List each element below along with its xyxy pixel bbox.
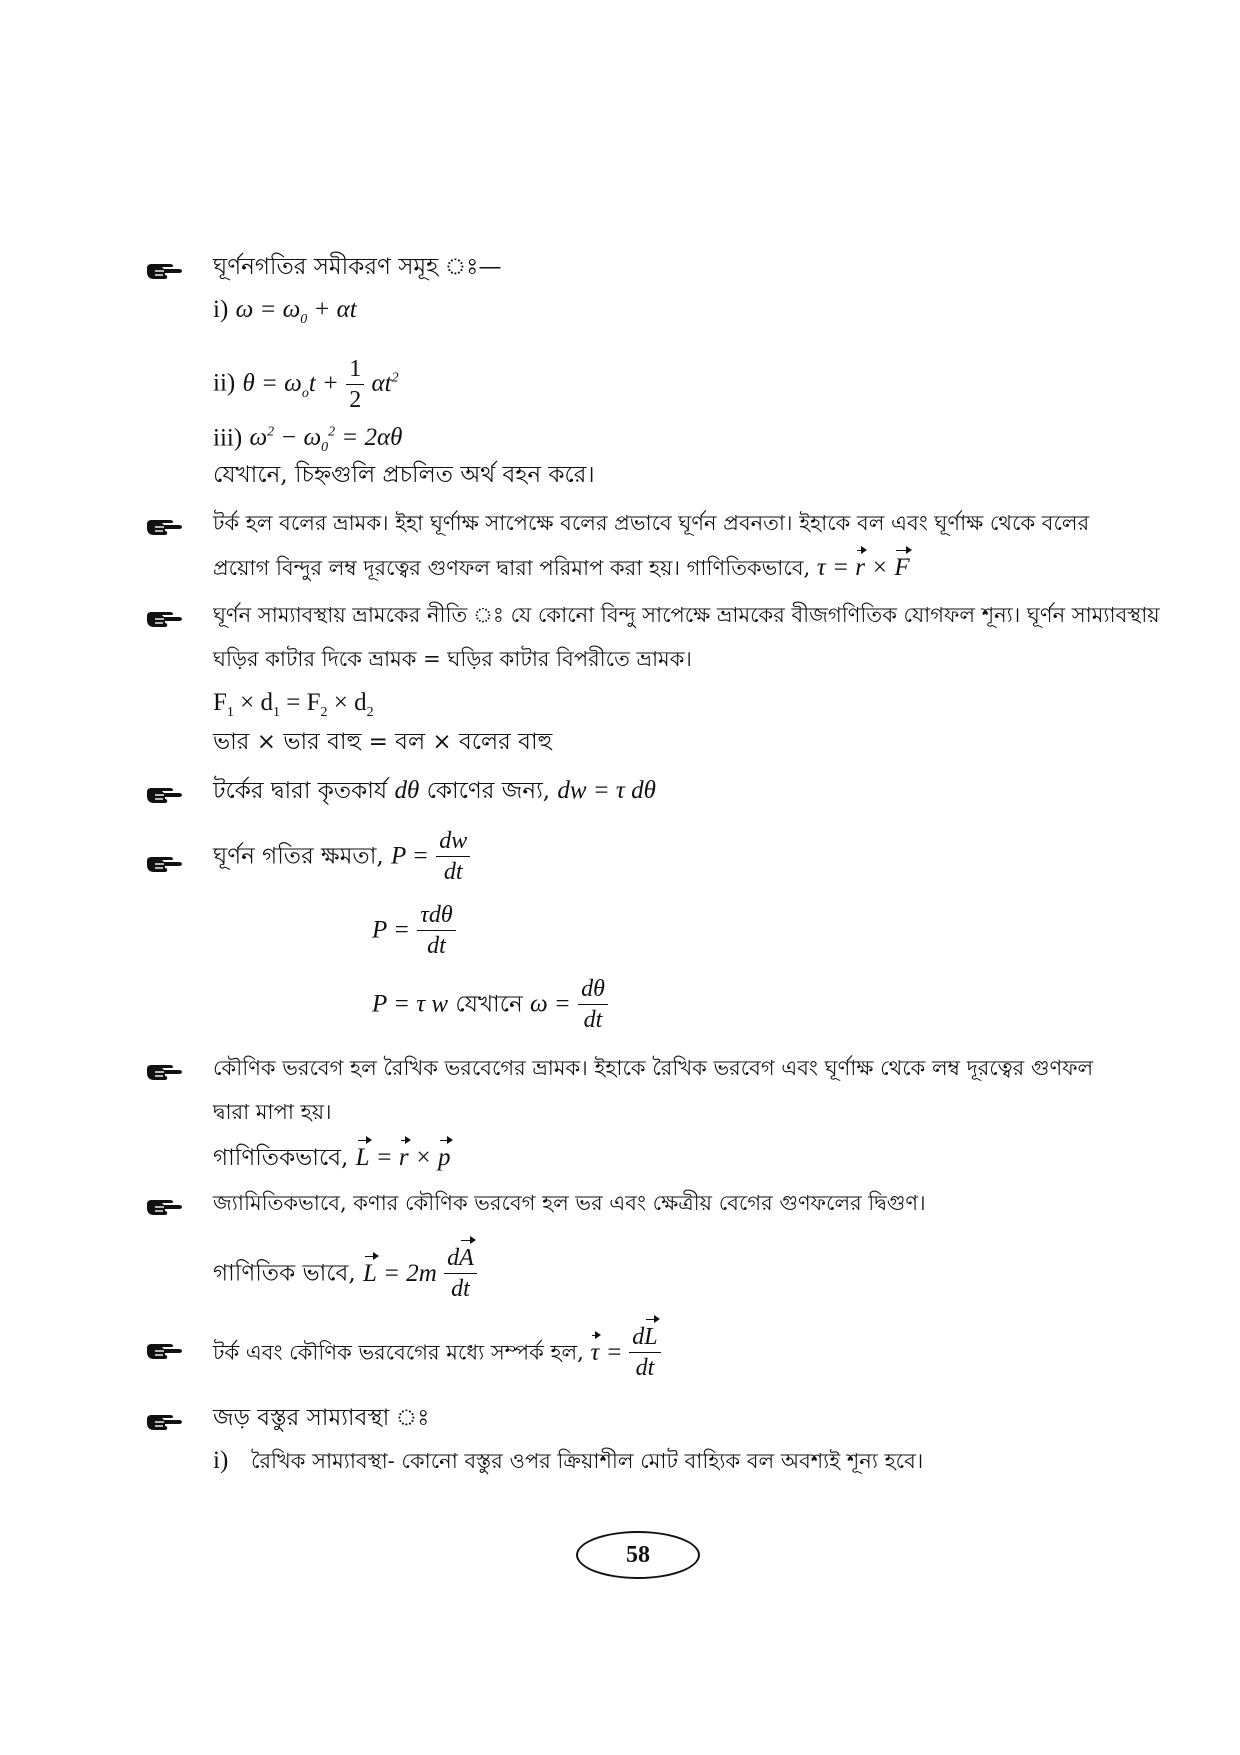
angular-momentum-formula: গাণিতিকভাবে, L = r × p (213, 1144, 451, 1171)
pointing-hand-icon (146, 1063, 184, 1083)
moment-principle-line2: ঘড়ির কাটার দিকে ভ্রামক = ঘড়ির কাটার বিপরীতে ভ্রামক। (213, 647, 692, 671)
moment-word-equation: ভার × ভার বাহু = বল × বলের বাহু (213, 729, 553, 755)
torque-work: টর্কের দ্বারা কৃতকার্য dθ কোণের জন্য, dw = τ dθ (213, 777, 656, 804)
heading-rotational-equations: ঘূর্ণনগতির সমীকরণ সমূহ ঃ— (213, 254, 502, 280)
pointing-hand-icon (146, 1198, 184, 1218)
symbols-note: যেখানে, চিহ্নগুলি প্রচলিত অর্থ বহন করে। (213, 462, 595, 488)
equation-1: i) $\omega = \omega_0 + \alpha t$ (213, 296, 357, 327)
pointing-hand-icon (146, 1342, 184, 1362)
page-number: 58 (626, 1542, 650, 1568)
pointing-hand-icon (146, 855, 184, 875)
page-number-badge (576, 1531, 700, 1579)
equation-2: ii) $\theta = \omega_ot$ + $\frac{1}{2}$ $\alpha t^2$ (213, 356, 399, 413)
angular-momentum-line1: কৌণিক ভরবেগ হল রৈখিক ভরবেগের ভ্রামক। ইহাকে রৈখিক ভরবেগ এবং ঘূর্ণাক্ষ থেকে লম্ব দূরত্বের গুণফল (213, 1056, 1094, 1080)
rotational-power: ঘূর্ণন গতির ক্ষমতা, P = $\frac{dw}{dt}$ (213, 826, 470, 887)
pointing-hand-icon (146, 262, 184, 282)
pointing-hand-icon (146, 1413, 184, 1433)
power-equation-2: P = $\frac{\text{τdθ}}{dt}$ (372, 900, 456, 961)
equation-3: iii) $\omega^2 - \omega_0^2 = 2\alpha\theta$ (213, 424, 403, 456)
geometric-angular-momentum-line1: জ্যামিতিকভাবে, কণার কৌণিক ভরবেগ হল ভর এবং ক্ষেত্রীয় বেগের গুণফলের দ্বিগুণ। (213, 1191, 926, 1215)
moment-principle-line1: ঘূর্ণন সাম্যাবস্থায় ভ্রামকের নীতি ঃ যে কোনো বিন্দু সাপেক্ষে ভ্রামকের বীজগণিতিক যোগফল শূন্য। ঘূর্ণন সাম্যাবস্থায় (213, 603, 1160, 627)
torque-angular-momentum-relation: টর্ক এবং কৌণিক ভরবেগের মধ্যে সম্পর্ক হল, τ = $\frac{dL}{dt}$ (213, 1322, 661, 1383)
torque-definition-line1: টর্ক হল বলের ভ্রামক। ইহা ঘূর্ণাক্ষ সাপেক্ষে বলের প্রভাবে ঘূর্ণন প্রবনতা। ইহাকে বল এবং ঘূর্ণাক্ষ থেকে বলের (213, 511, 1090, 535)
geometric-angular-momentum-formula: গাণিতিক ভাবে, L = 2m $\frac{dA}{dt}$ (213, 1243, 477, 1304)
power-equation-3: P = τ w যেখানে ω = $\frac{d\theta}{dt}$ (372, 974, 608, 1035)
pointing-hand-icon (146, 610, 184, 630)
rigid-body-equilibrium-heading: জড় বস্তুর সাম্যাবস্থা ঃ (213, 1405, 430, 1431)
pointing-hand-icon (146, 786, 184, 806)
angular-momentum-line2: দ্বারা মাপা হয়। (213, 1100, 332, 1124)
torque-definition-line2: প্রয়োগ বিন্দুর লম্ব দূরত্বের গুণফল দ্বারা পরিমাপ করা হয়। গাণিতিকভাবে, τ = r × F (213, 554, 910, 581)
moment-equation: $F_1 \times d_1 = F_2 \times d_2$ (213, 689, 374, 720)
linear-equilibrium-item: i) রৈখিক সাম্যাবস্থা- কোনো বস্তুর ওপর ক্রিয়াশীল মোট বাহ্যিক বল অবশ্যই শূন্য হবে। (213, 1447, 924, 1474)
pointing-hand-icon (146, 518, 184, 538)
